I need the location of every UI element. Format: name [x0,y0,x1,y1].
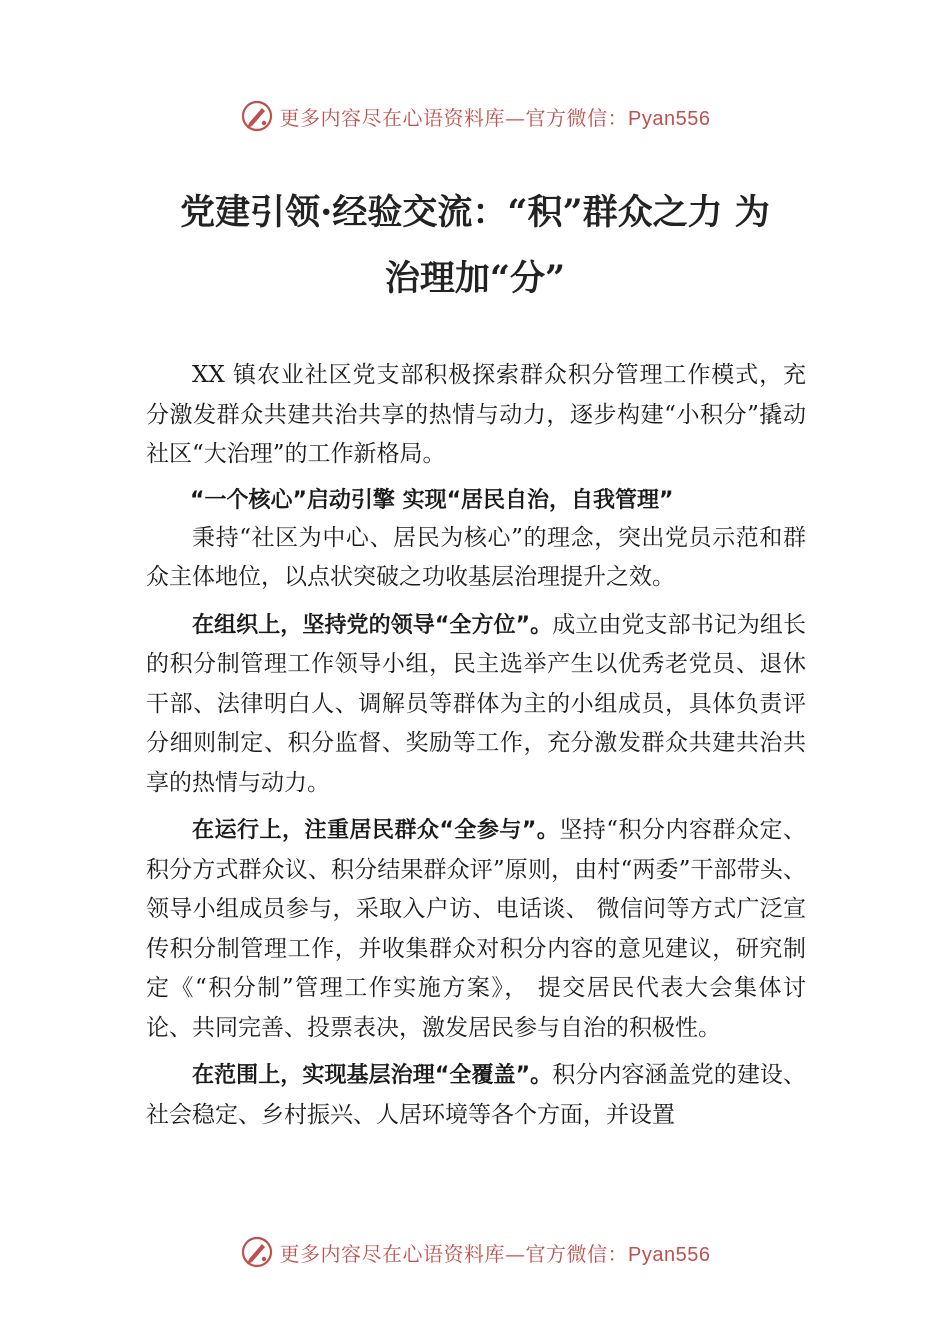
title-line-1: 党建引领·经验交流：“积”群众之力 为 [180,192,770,233]
pen-circle-logo-icon [240,99,274,133]
organization-paragraph [146,606,806,804]
organization-body: 成立由党支部书记为组长的积分制管理工作领导小组，民主选举产生以优秀老党员、退休干部、法律明白人、调解员等群体为主的小组成员，具体负责评分细则制定、积分监督、奖励等工作，充分激发群众共建共治共享的热情与动力。 [146,611,807,796]
document-body [146,356,806,1139]
title-line-2: 治理加“分” [384,258,566,299]
header-banner [0,96,950,136]
operation-paragraph [146,811,806,1048]
banner-text: 更多内容尽在心语资料库—官方微信：Pyan556 [279,1241,711,1266]
core-paragraph: 秉持“社区为中心、居民为核心”的理念，突出党员示范和群众主体地位，以点状突破之功收基层治理提升之效。 [146,524,806,590]
operation-body: 坚持“积分内容群众定、积分方式群众议、积分结果群众评”原则，由村“两委”干部带头、领导小组成员参与，采取入户访、电话谈、 微信问等方式广泛宣传积分制管理工作，并收集群众对积分内容的意见建议，研究制定《“积分制”管理工作实施方案》， 提交居民代表大会集体讨论、共同完善、投票表决，激发居民参与自治的积极性。 [146,817,807,1041]
scope-paragraph [146,1056,806,1135]
section-heading: “一个核心”启动引擎 实现“居民自治，自我管理” [190,487,674,513]
wechat-id: Pyan556 [628,107,711,130]
scope-lead: 在范围上，实现基层治理“全覆盖”。 [192,1063,553,1088]
document-title [120,180,830,312]
operation-lead: 在运行上，注重居民群众“全参与”。 [192,818,560,843]
pen-circle-logo-icon [240,1235,274,1269]
wechat-id: Pyan556 [628,1243,711,1266]
banner-text: 更多内容尽在心语资料库—官方微信：Pyan556 [279,105,711,130]
organization-lead: 在组织上，坚持党的领导“全方位”。 [192,612,553,638]
intro-paragraph: XX 镇农业社区党支部积极探索群众积分管理工作模式，充分激发群众共建共治共享的热情与动力，逐步构建“小积分”撬动社区“大治理”的工作新格局。 [146,362,806,467]
footer-banner [0,1232,950,1272]
scope-body: 积分内容涵盖党的建设、社会稳定、乡村振兴、人居环境等各个方面，并设置 [146,1062,807,1128]
